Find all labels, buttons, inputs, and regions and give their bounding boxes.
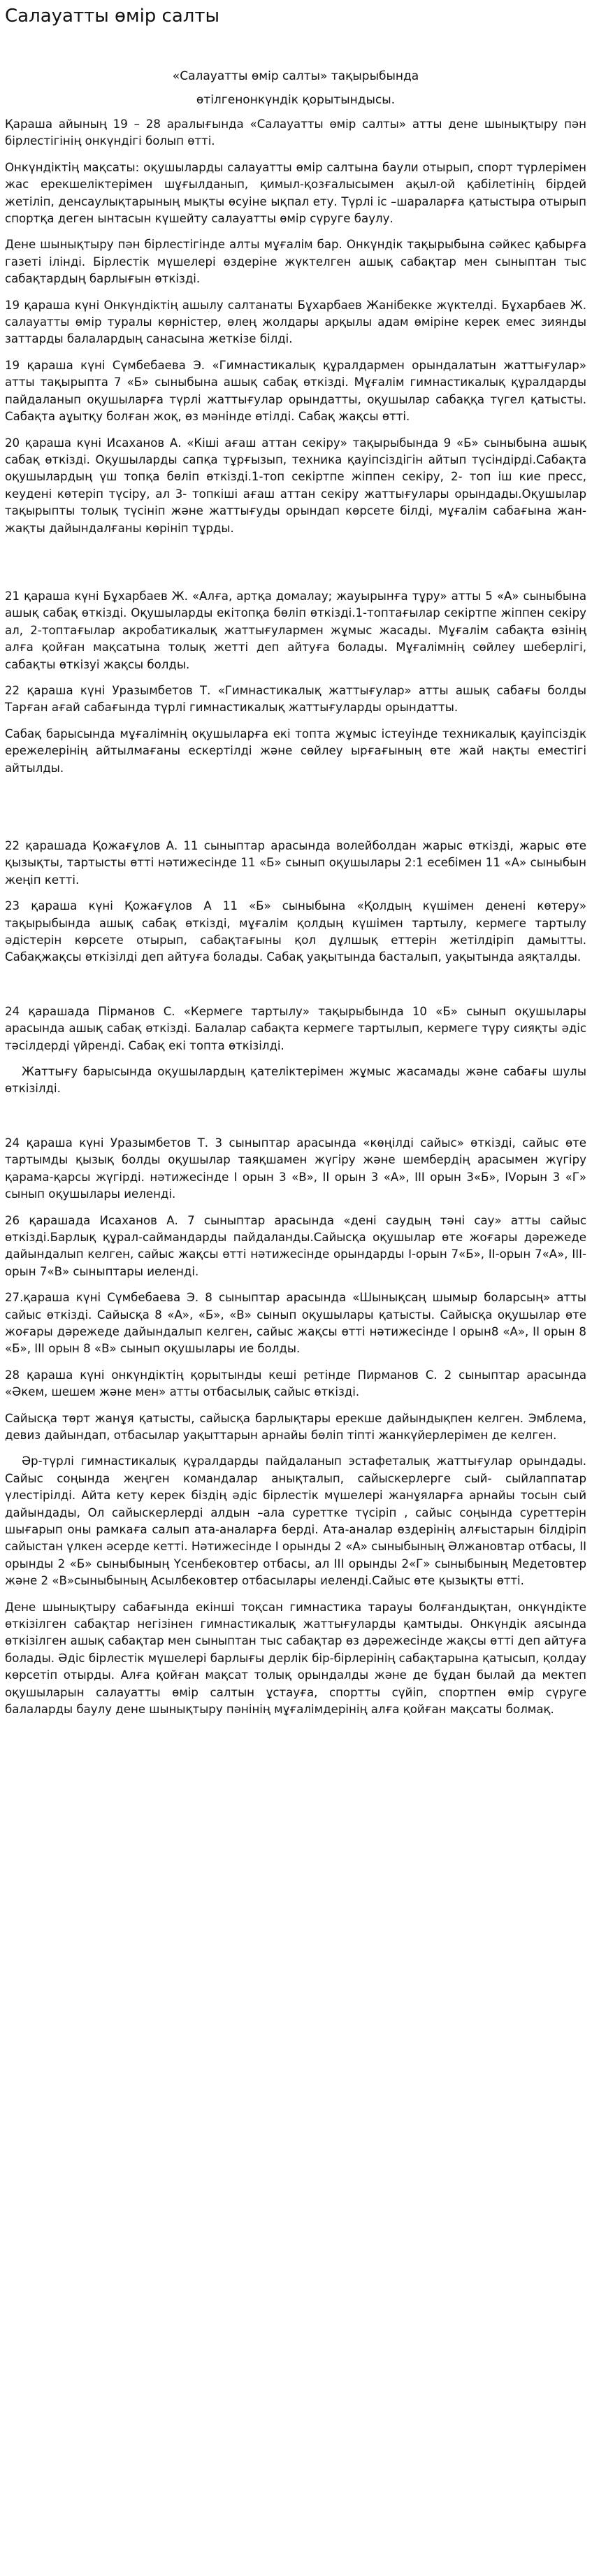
- page-title: Салауатты өмір салты: [5, 6, 220, 27]
- subtitle-line-2: өтілгенонкүндік қорытындысы.: [196, 93, 396, 107]
- paragraph: 20 қараша күні Исаханов А. «Кіші ағаш аттан секіру» тақырыбында 9 «Б» сыныбына ашық сабақ өткізді. Оқушыларды сапқа тұрғызып, техника қауіпсіздігін айтып түсіндірді.Сабақта оқушылардың үш топқа бөліп өткізді.1-топ секіртпе жіппен секіру, 2- топ іш кие пресс, кеудені көтеріп түсіру, ал 3- топкіші ағаш аттан секіру жаттығулары орындады.Оқушылар тақырыпты толық түсініп және жаттығуды орындап көрсете білді, мұғалім сабағына жан-жақты дайындалғаны көрініп тұрды.: [5, 436, 586, 535]
- paragraph: 26 қарашада Исаханов А. 7 сыныптар арасында «дені саудың тәні сау» атты сайыс өткізді.Барлық құрал-саймандарды пайдаланды.Сайысқа оқушылар өте жоғары дәрежеде дайындалып келген, сайыс жақсы өтті нәтижесінде орындарды І-орын 7«Б», ІІ-орын 7«А», ІІІ-орын 7«В» сыныптары иеленді.: [5, 1213, 586, 1278]
- subtitle-line-1: «Салауатты өмір салты» тақырыбында: [172, 69, 419, 83]
- spacer: [5, 975, 586, 1003]
- paragraph: 28 қараша күні онкүндіктің қорытынды кеші ретінде Пирманов С. 2 сыныптар арасында «Әкем, шешем және мен» атты отбасылық сайыс өткізді.: [5, 1368, 586, 1399]
- paragraph: Жаттығу барысында оқушылардың қателіктерімен жұмыс жасамады және сабағы шулы өткізілді.: [5, 1065, 586, 1096]
- paragraph: 24 қараша күні Уразымбетов Т. 3 сыныптар арасында «көңілді сайыс» өткізді, сайыс өте тартымды қызық болды оқушылар таяқшамен жүгіру және шембердің арасымен жүгіру қарама-қарсы жүгірді. нәтижесінде І орын 3 «В», ІІ орын 3 «А», ІІІ орын 3«Б», ІVорын 3 «Г» сынып оқушылары иеленді.: [5, 1136, 586, 1201]
- spacer: [5, 546, 586, 588]
- paragraph: Дене шынықтыру пән бірлестігінде алты мұғалім бар. Онкүндік тақырыбына сәйкес қабырға газеті ілінді. Бірлестік мүшелері өздеріне жүктелген ашық сабақтар мен сыныптан тыс сабақтардың барлығын өткізді.: [5, 238, 586, 286]
- document: [5, 0, 586, 1727]
- paragraph: Дене шынықтыру сабағында екінші тоқсан гимнастика тарауы болғандықтан, онкүндікте өткізілген сабақтар негізінен гимнастикалық жаттығуларды қамтыды. Онкүндік аясында өткізілген ашық сабақтар мен сыныптан тыс сабақтар өз дәрежесінде жақсы өтті деп айтуға болады. Әдіс бірлестік мүшелері барлығы дерлік бір-бірлерінің сабақтарына қатысып, қолдау көрсетіп отырды. Алға қойған мақсат толық орындалды және де бұдан былай да мектеп оқушыларын салауатты өмір салтын ұстауға, спортты сүйіп, спортпен өмір сүруге балаларды баулу дене шынықтыру пәнінің мұғалімдерінің алға қойған мақсаты болмақ.: [5, 1600, 586, 1717]
- paragraph: 22 қараша күні Уразымбетов Т. «Гимнастикалық жаттығулар» атты ашық сабағы болды Тарған ағай сабағында түрлі гимнастикалық жаттығуларды орындатты.: [5, 683, 586, 715]
- paragraph: Сайысқа төрт жанұя қатысты, сайысқа барлықтары ерекше дайындықпен келген. Эмблема, девиз дайындап, отбасылар уақыттарын арнайы бөліп тіпті жанкүйерлерімен де келген.: [5, 1411, 586, 1442]
- paragraph: Онкүндіктің мақсаты: оқушыларды салауатты өмір салтына баули отырып, спорт түрлерімен жас ерекшеліктерімен шұғылданып, қимыл-қозғалысымен ақыл-ой қабілетінің бірдей жетіліп, денсаулықтарының мықты өсуіне ықпал ету. Түрлі іс –шараларға қатыстыра отырып спортқа деген ынтасын күшейту салауатты өмір сүруге баулу.: [5, 160, 586, 226]
- paragraph: Әр-түрлі гимнастикалық құралдарды пайдаланып эстафеталық жаттығулар орындады. Сайыс соңында жеңген командалар анықталып, сайыскерлерге сый- сыйлаппатар үлестірілді. Айта кету керек біздің әдіс бірлестік мүшелері жанұяларға арнайы тосын сый дайындады, Ол сайыскерлерді алдын –ала суреттке түсіріп , сайыс соңында суреттерін шығарып оны рамкаға салып ата-аналарға берді. Ата-аналар өздерінің алғыстарын білдіріп сайыстан үлкен әсерде кетті. Нәтижесінде І орынды 2 «А» сыныбының Әлжановтар отбасы, ІІ орынды 2 «Б» сыныбының Үсенбековтер отбасы, ал ІІІ орынды 2«Г» сыныбының Медетовтер және 2 «В»сыныбының Асылбековтер отбасылары иеленді.Сайыс өте қызықты өтті.: [5, 1454, 586, 1588]
- paragraph: 19 қараша күні Сүмбебаева Э. «Гимнастикалық құралдармен орындалатын жаттығулар» атты тақырыпта 7 «Б» сыныбына ашық сабақ өткізді. Мұғалім гимнастикалық құралдарды пайдаланып оқушыларға түрлі жаттығулар орындатты, оқушылар сабаққа түгел қатысты. Сабақта аұытқу болған жоқ, өз мәнінде өтілді. Сабақ жақсы өтті.: [5, 358, 586, 424]
- paragraph: 24 қарашада Пірманов С. «Кермеге тартылу» тақырыбында 10 «Б» сынып оқушылары арасында ашық сабақ өткізді. Балалар сабақта кермеге тартылып, кермеге түру сияқты әдіс тәсілдерді үйренді. Сабақ екі топта өткізілді.: [5, 1004, 586, 1052]
- paragraph: Сабақ барысында мұғалімнің оқушыларға екі топта жұмыс істеуінде техникалық қауіпсіздік ережелерінің айтылмағаны ескертілді және сөйлеу ырғағының өте жай нақты еместігі айтылды.: [5, 727, 586, 775]
- spacer: [5, 1107, 586, 1135]
- paragraph: 22 қарашада Қожағұлов А. 11 сыныптар арасында волейболдан жарыс өткізді, жарыс өте қызықты, тартысты өтті нәтижесінде 11 «Б» сынып оқушылары 2:1 есебімен 11 «А» сыныбын жеңіп кетті.: [5, 839, 586, 887]
- paragraph: 19 қараша күні Онкүндіктің ашылу салтанаты Бұхарбаев Жанібекке жүктелді. Бұхарбаев Ж. салауатты өмір туралы көрністер, өлең жолдары арқылы адам өміріне керек емес зиянды заттарды балалардың санасына жеткізе білді.: [5, 298, 586, 346]
- paragraph: 21 қараша күні Бұхарбаев Ж. «Алға, артқа домалау; жауырынға тұру» атты 5 «А» сыныбына ашық сабақ өткізді. Оқушыларды екітопқа бөліп өткізді.1-топтағылар секіртпе жіппен секіру ал, 2-топтағылар акробатикалық жаттығулармен жұмыс жасады. Мұғалім сабақта өзінің алға қойған мақсатына толық жетті деп айтуға болады. Мұғалімнің сөйлеу шеберлігі, сабақты өткізуі жақсы болды.: [5, 589, 586, 671]
- paragraph: Қараша айының 19 – 28 аралығында «Салауатты өмір салты» атты дене шынықтыру пән бірлестігінің онкүндігі болып өтті.: [5, 117, 586, 148]
- paragraph: 27.қараша күні Сүмбебаева Э. 8 сыныптар арасында «Шынықсаң шымыр боларсың» атты сайыс өткізді. Сайысқа 8 «А», «Б», «В» сынып оқушылары қатысты. Сайысқа оқушылар өте жоғары дәрежеде дайындалып келген, сайыс жақсы өтті нәтижесінде І орын8 «А», ІІ орын 8 «Б», ІІІ орын 8 «В» сынып оқушылары ие болды.: [5, 1291, 586, 1356]
- spacer: [5, 786, 586, 838]
- paragraph: 23 қараша күні Қожағұлов А 11 «Б» сыныбына «Қолдың күшімен денені көтеру» тақырыбында ашық сабақ өткізді, мұғалім қолдың күшімен тартылу, кермеге тартылу әдістерін көрсете отырып, сабақтағыны қол дұлшық еттерін жетілдіріп дамытты. Сабақжақсы өткізілді деп айтуға болады. Сабақ уақытында басталып, уақытында аяқталды.: [5, 899, 586, 964]
